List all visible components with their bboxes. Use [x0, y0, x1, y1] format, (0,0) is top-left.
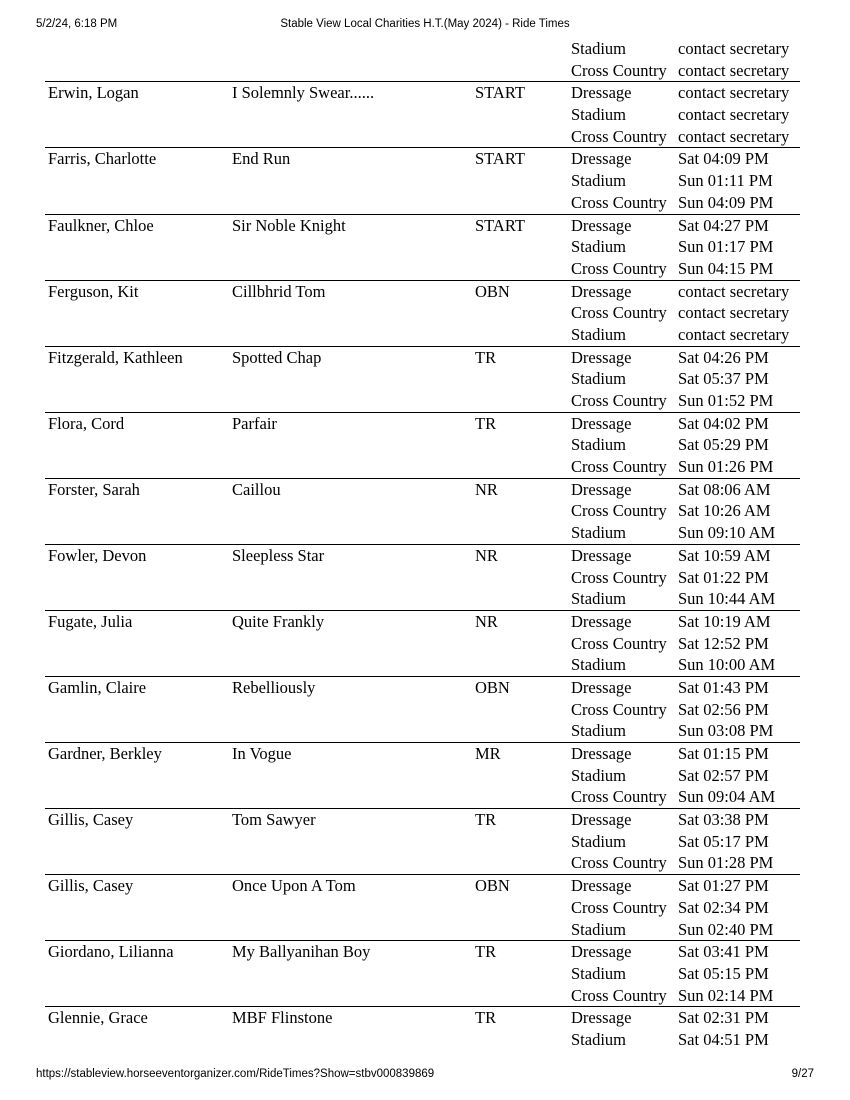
ride-line: [45, 82, 800, 104]
ride-time: Sat 10:19 AM: [678, 611, 771, 631]
event-name: Dressage: [571, 215, 632, 235]
ride-line: [45, 192, 800, 214]
ride-time: Sat 03:38 PM: [678, 810, 769, 830]
ride-line: [45, 215, 800, 237]
entry-row: [45, 874, 800, 940]
ride-line: [45, 258, 800, 280]
rider-name: Gillis, Casey: [48, 810, 134, 830]
ride-line: [45, 654, 800, 676]
ride-line: [45, 148, 800, 170]
horse-name: My Ballyanihan Boy: [232, 942, 371, 962]
ride-time: Sun 03:08 PM: [678, 721, 774, 741]
event-name: Stadium: [571, 369, 627, 389]
page-url: https://stableview.horseeventorganizer.com/RideTimes?Show=stbv000839869: [36, 1068, 435, 1080]
ride-time: Sun 04:15 PM: [678, 258, 774, 278]
event-name: Stadium: [571, 721, 627, 741]
division: TR: [475, 942, 497, 962]
horse-name: Quite Frankly: [232, 611, 325, 631]
ride-line: [45, 786, 800, 808]
ride-time: Sun 01:26 PM: [678, 457, 774, 477]
event-name: Cross Country: [571, 699, 667, 719]
ride-line: [45, 104, 800, 126]
entry-row: [45, 412, 800, 478]
event-name: Stadium: [571, 765, 627, 785]
ride-time: Sat 04:02 PM: [678, 413, 769, 433]
horse-name: Once Upon A Tom: [232, 876, 356, 896]
event-name: Cross Country: [571, 192, 667, 212]
event-name: Cross Country: [571, 60, 667, 80]
event-name: Cross Country: [571, 985, 667, 1005]
event-name: Stadium: [571, 963, 627, 983]
rider-name: Fugate, Julia: [48, 611, 133, 631]
ride-line: [45, 281, 800, 303]
print-datetime: 5/2/24, 6:18 PM: [36, 18, 118, 30]
horse-name: Rebelliously: [232, 677, 316, 697]
ride-line: [45, 126, 800, 148]
ride-time: Sat 12:52 PM: [678, 633, 769, 653]
page-title: Stable View Local Charities H.T.(May 2024) - Ride Times: [280, 18, 570, 30]
event-name: Stadium: [571, 831, 627, 851]
ride-time: Sun 04:09 PM: [678, 192, 774, 212]
ride-line: [45, 522, 800, 544]
ride-line: [45, 456, 800, 478]
event-name: Dressage: [571, 611, 632, 631]
ride-line: [45, 941, 800, 963]
division: NR: [475, 545, 498, 565]
event-name: Cross Country: [571, 567, 667, 587]
division: START: [475, 83, 525, 103]
ride-line: [45, 611, 800, 633]
ride-line: [45, 324, 800, 346]
ride-time: Sun 01:52 PM: [678, 391, 774, 410]
event-name: Stadium: [571, 655, 627, 675]
entry-row: [45, 1006, 800, 1050]
ride-time: Sat 04:09 PM: [678, 149, 769, 169]
ride-time: Sun 10:00 AM: [678, 655, 776, 675]
ride-line: [45, 852, 800, 874]
rider-name: Giordano, Lilianna: [48, 942, 174, 962]
ride-time: Sat 01:43 PM: [678, 677, 769, 697]
entry-row: [45, 676, 800, 742]
ride-line: [45, 500, 800, 522]
division: TR: [475, 347, 497, 367]
event-name: Stadium: [571, 523, 627, 543]
rider-name: Erwin, Logan: [48, 83, 139, 103]
ride-time: Sun 01:11 PM: [678, 171, 773, 191]
entry-row: [45, 280, 800, 346]
event-name: Dressage: [571, 545, 632, 565]
ride-line: [45, 390, 800, 412]
ride-time: Sat 01:27 PM: [678, 876, 769, 896]
event-name: Dressage: [571, 83, 632, 103]
ride-line: [45, 588, 800, 610]
event-name: Cross Country: [571, 457, 667, 477]
ride-time: Sat 08:06 AM: [678, 479, 771, 499]
event-name: Dressage: [571, 479, 632, 499]
division: NR: [475, 479, 498, 499]
ride-time: Sun 09:10 AM: [678, 523, 776, 543]
ride-time: Sat 05:17 PM: [678, 831, 769, 851]
ride-time: Sun 01:28 PM: [678, 853, 774, 873]
ride-line: [45, 720, 800, 742]
division: OBN: [475, 677, 510, 697]
entry-row: [45, 544, 800, 610]
ride-time: contact secretary: [678, 83, 790, 103]
ride-line: [45, 567, 800, 589]
continued-entry: [45, 38, 800, 81]
entry-row: [45, 346, 800, 412]
ride-line: [45, 897, 800, 919]
event-name: Stadium: [571, 589, 627, 609]
ride-line: [45, 809, 800, 831]
ride-time: contact secretary: [678, 126, 790, 146]
rider-name: Farris, Charlotte: [48, 149, 157, 169]
ride-line: [45, 919, 800, 941]
event-name: Dressage: [571, 677, 632, 697]
ride-line: [45, 479, 800, 501]
event-name: Stadium: [571, 435, 627, 455]
horse-name: In Vogue: [232, 744, 292, 763]
ride-line: [45, 633, 800, 655]
ride-line: [45, 743, 800, 765]
ride-time: contact secretary: [678, 324, 790, 344]
horse-name: End Run: [232, 149, 291, 169]
ride-line: [45, 1029, 800, 1051]
ride-line: [45, 875, 800, 897]
ride-time: Sat 02:56 PM: [678, 699, 769, 719]
ride-time: Sat 10:59 AM: [678, 545, 771, 565]
entry-row: [45, 478, 800, 544]
ride-line: [45, 170, 800, 192]
division: START: [475, 215, 525, 235]
rider-name: Gillis, Casey: [48, 876, 134, 896]
event-name: Stadium: [571, 171, 627, 191]
event-name: Stadium: [571, 105, 627, 125]
ride-time: Sat 02:57 PM: [678, 765, 769, 785]
ride-time: Sat 05:29 PM: [678, 435, 769, 455]
ride-time: Sat 04:51 PM: [678, 1029, 769, 1049]
entry-row: [45, 742, 800, 808]
ride-time: Sat 04:26 PM: [678, 347, 769, 367]
event-name: Cross Country: [571, 303, 667, 323]
ride-time: Sun 02:40 PM: [678, 919, 774, 939]
event-name: Stadium: [571, 237, 627, 257]
event-name: Cross Country: [571, 853, 667, 873]
entry-row: [45, 940, 800, 1006]
rider-name: Gamlin, Claire: [48, 677, 147, 697]
event-name: Dressage: [571, 1008, 632, 1028]
event-name: Stadium: [571, 1029, 627, 1049]
event-name: Cross Country: [571, 258, 667, 278]
ride-line: [45, 985, 800, 1007]
ride-time: Sat 01:15 PM: [678, 744, 769, 763]
entries-list: [45, 81, 800, 1050]
event-name: Cross Country: [571, 897, 667, 917]
ride-line: [45, 347, 800, 369]
rider-name: Glennie, Grace: [48, 1008, 148, 1028]
entry-row: [45, 610, 800, 676]
horse-name: I Solemnly Swear......: [232, 83, 375, 103]
ride-line: [45, 302, 800, 324]
page-number: 9/27: [791, 1068, 814, 1080]
ride-time: Sat 05:15 PM: [678, 963, 769, 983]
rider-name: Fitzgerald, Kathleen: [48, 347, 183, 367]
ride-time: Sat 01:22 PM: [678, 567, 769, 587]
ride-time: contact secretary: [678, 60, 790, 80]
event-name: Stadium: [571, 919, 627, 939]
rider-name: Flora, Cord: [48, 413, 125, 433]
ride-time: Sun 10:44 AM: [678, 589, 776, 609]
event-name: Cross Country: [571, 391, 667, 410]
ride-line: [45, 1007, 800, 1029]
ride-line: [45, 413, 800, 435]
ride-line: [45, 765, 800, 787]
rider-name: Ferguson, Kit: [48, 281, 139, 301]
ride-line: [45, 963, 800, 985]
event-name: Cross Country: [571, 501, 667, 521]
event-name: Dressage: [571, 149, 632, 169]
entry-row: [45, 147, 800, 213]
ride-times-table: [45, 38, 800, 1051]
ride-time: Sat 04:27 PM: [678, 215, 769, 235]
event-name: Dressage: [571, 810, 632, 830]
ride-line: [45, 699, 800, 721]
ride-time: Sat 02:31 PM: [678, 1008, 769, 1028]
event-name: Dressage: [571, 744, 632, 763]
event-name: Dressage: [571, 347, 632, 367]
ride-line: [45, 368, 800, 390]
ride-line: [45, 545, 800, 567]
event-name: Cross Country: [571, 787, 667, 807]
ride-time: Sat 10:26 AM: [678, 501, 771, 521]
ride-time: contact secretary: [678, 281, 790, 301]
ride-line: [45, 38, 800, 60]
horse-name: Sir Noble Knight: [232, 215, 346, 235]
division: TR: [475, 810, 497, 830]
division: TR: [475, 413, 497, 433]
event-name: Dressage: [571, 876, 632, 896]
horse-name: MBF Flinstone: [232, 1008, 333, 1028]
division: START: [475, 149, 525, 169]
entry-row: [45, 808, 800, 874]
ride-line: [45, 60, 800, 82]
division: NR: [475, 611, 498, 631]
event-name: Cross Country: [571, 633, 667, 653]
entry-row: [45, 214, 800, 280]
division: TR: [475, 1008, 497, 1028]
ride-time: Sat 03:41 PM: [678, 942, 769, 962]
ride-time: Sun 01:17 PM: [678, 237, 774, 257]
rider-name: Faulkner, Chloe: [48, 215, 154, 235]
entry-row: [45, 81, 800, 147]
rider-name: Fowler, Devon: [48, 545, 147, 565]
division: MR: [475, 744, 501, 763]
event-name: Dressage: [571, 413, 632, 433]
ride-time: contact secretary: [678, 303, 790, 323]
ride-line: [45, 236, 800, 258]
ride-time: Sat 05:37 PM: [678, 369, 769, 389]
rider-name: Forster, Sarah: [48, 479, 140, 499]
division: OBN: [475, 876, 510, 896]
ride-line: [45, 677, 800, 699]
event-name: Cross Country: [571, 126, 667, 146]
event-name: Stadium: [571, 324, 627, 344]
ride-time: Sun 09:04 AM: [678, 787, 776, 807]
horse-name: Spotted Chap: [232, 347, 322, 367]
horse-name: Parfair: [232, 413, 277, 433]
ride-line: [45, 434, 800, 456]
division: OBN: [475, 281, 510, 301]
rider-name: Gardner, Berkley: [48, 744, 162, 763]
horse-name: Sleepless Star: [232, 545, 325, 565]
event-name: Dressage: [571, 281, 632, 301]
horse-name: Tom Sawyer: [232, 810, 316, 830]
horse-name: Cillbhrid Tom: [232, 281, 326, 301]
event-name: Stadium: [571, 39, 627, 58]
event-name: Dressage: [571, 942, 632, 962]
horse-name: Caillou: [232, 479, 281, 499]
ride-time: Sun 02:14 PM: [678, 985, 774, 1005]
ride-time: contact secretary: [678, 105, 790, 125]
ride-line: [45, 831, 800, 853]
ride-time: Sat 02:34 PM: [678, 897, 769, 917]
ride-time: contact secretary: [678, 39, 790, 58]
